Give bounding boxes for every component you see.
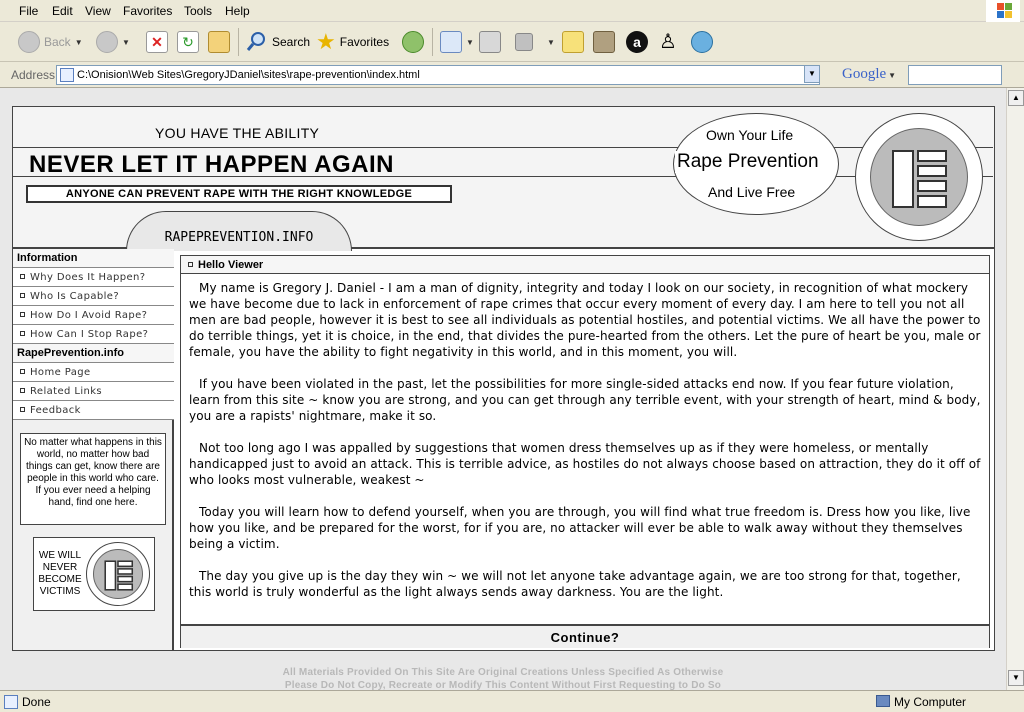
history-button[interactable] <box>402 28 424 56</box>
subline-box: ANYONE CAN PREVENT RAPE WITH THE RIGHT KNOWLEDGE <box>26 185 452 203</box>
history-icon <box>402 31 424 53</box>
chevron-down-icon: ▼ <box>122 37 130 47</box>
home-icon <box>208 31 230 53</box>
sidebar-heading-information: Information <box>13 249 174 268</box>
sidebar-item-home[interactable] <box>13 363 174 382</box>
toolbar-divider <box>238 28 239 56</box>
bullet-icon <box>20 312 25 317</box>
menu-tools[interactable]: Tools <box>184 4 213 18</box>
refresh-button[interactable] <box>177 28 199 56</box>
content-panel <box>180 255 990 648</box>
menu-favorites[interactable]: Favorites <box>123 4 173 18</box>
sidebar-item-stop[interactable] <box>13 325 174 344</box>
badge-logo-icon <box>86 542 150 606</box>
address-bar <box>0 62 1024 88</box>
victims-badge[interactable] <box>33 537 155 611</box>
sidebar-item-label: Who Is Capable? <box>30 291 120 302</box>
page-status-icon <box>4 695 18 709</box>
menu-bar <box>0 0 1024 22</box>
paragraph: If you have been violated in the past, let the possibilities for more single-sided attacks end now. If you fear future violation, learn from this site ~ know you are strong, and you can get through any terrible event, with your strength of heart, mind & body, you are a rapists' nightmare, make it so. <box>189 377 981 423</box>
address-dropdown-button[interactable]: ▼ <box>804 65 820 83</box>
toolbar-divider <box>432 28 433 56</box>
messenger-icon <box>691 31 713 53</box>
print-button[interactable] <box>479 28 501 56</box>
chevron-down-icon: ▼ <box>886 71 897 80</box>
sidebar <box>13 249 174 650</box>
google-toolbar-logo[interactable] <box>842 66 896 83</box>
badge-text: WE WILL NEVER BECOME VICTIMS <box>38 550 82 597</box>
vertical-scrollbar[interactable] <box>1006 88 1024 690</box>
toolbar <box>0 22 1024 62</box>
search-label: Search <box>272 35 311 49</box>
google-label: Google <box>842 66 887 82</box>
windows-logo-icon <box>986 0 1020 22</box>
status-text: Done <box>22 695 51 709</box>
browser-viewport <box>0 88 1006 690</box>
sidebar-item-avoid[interactable] <box>13 306 174 325</box>
bullet-icon <box>20 293 25 298</box>
content-title: Hello Viewer <box>198 259 264 271</box>
paragraph: Today you will learn how to defend yourself, when you are through, you will find what true freedom is. Dress how you like, live how you like, and be prepared for the worst, for if you are, no attacker will ever be able to walk away without they themselves being a victim. <box>189 505 971 551</box>
bullet-icon <box>20 274 25 279</box>
site-name-tab: RAPEPREVENTION.INFO <box>126 211 352 251</box>
research-button[interactable] <box>593 28 615 56</box>
sidebar-item-label: Home Page <box>30 367 91 378</box>
address-url: C:\Onision\Web Sites\GregoryJDaniel\sites\rape-prevention\index.html <box>77 69 420 81</box>
footer-line: Please Do Not Copy, Recreate or Modify This Content Without First Requesting to Do So <box>284 680 722 690</box>
computer-icon <box>876 695 890 707</box>
paragraph: The day you give up is the day they win ~ we will not let anyone take advantage again, we are too strong for that, together, this world is truly wonderful as the light always sends away darkness. You are the light. <box>189 569 961 599</box>
note-icon <box>562 31 584 53</box>
menu-view[interactable]: View <box>85 4 111 18</box>
sidebar-item-label: Why Does It Happen? <box>30 272 146 283</box>
status-bar <box>0 690 1024 712</box>
edit-button[interactable] <box>515 28 555 56</box>
paragraph: My name is Gregory J. Daniel - I am a man of dignity, integrity and today I look on our society, in recognition of what mockery we have become due to lack in enforcement of rape crimes that occur every moment of every day. I am here to tell you not all men are bad people, however it is best to see all individuals as potential hostiles, and potential victims. We all have the power to do terrible things, yet it is choice, in the end, that divides the pure-hearted from the others. Let the pure of heart be you, male or female, you have the ability to fight negativity in this world, and in this moment, you will. <box>189 281 981 359</box>
header-ability-text: YOU HAVE THE ABILITY <box>155 125 320 141</box>
back-arrow-icon <box>18 31 40 53</box>
page-icon <box>60 68 74 82</box>
address-input[interactable] <box>56 65 820 85</box>
search-icon <box>246 30 268 55</box>
favorites-button[interactable] <box>316 28 389 56</box>
chevron-down-icon: ▼ <box>547 37 555 47</box>
address-label: Address <box>11 68 56 82</box>
scroll-up-icon[interactable]: ▲ <box>1008 90 1024 106</box>
help-message-box: No matter what happens in this world, no matter how bad things can get, know there are people in this world who care. If you ever need a helping hand, find one here. <box>20 433 166 525</box>
page-footer <box>0 666 1006 690</box>
home-button[interactable] <box>208 28 230 56</box>
slogan-own-your-life: Own Your Life <box>706 127 794 143</box>
amazon-button[interactable] <box>626 28 648 56</box>
sidebar-item-why[interactable] <box>13 268 174 287</box>
page-frame <box>12 106 995 651</box>
notes-button[interactable] <box>562 28 584 56</box>
site-header <box>13 107 994 249</box>
continue-button[interactable]: Continue? <box>181 624 989 648</box>
mail-button[interactable] <box>440 28 474 56</box>
refresh-icon: ↻ <box>177 31 199 53</box>
back-label: Back <box>44 35 71 49</box>
site-logo <box>855 113 983 241</box>
chevron-down-icon: ▼ <box>74 37 83 47</box>
main-headline: NEVER LET IT HAPPEN AGAIN <box>29 151 394 178</box>
forward-arrow-icon <box>96 31 118 53</box>
menu-file[interactable]: File <box>19 4 39 18</box>
mail-icon <box>440 31 462 53</box>
sidebar-item-who[interactable] <box>13 287 174 306</box>
menu-edit[interactable]: Edit <box>52 4 73 18</box>
scroll-down-icon[interactable]: ▼ <box>1008 670 1024 686</box>
paragraph: Not too long ago I was appalled by suggestions that women dress themselves up as if they were homeless, or mentally handicapped just to avoid an attack. This is terrible advice, as hostiles do not always choose based on attraction, they do it off of who looks most vulnerable, weakest ~ <box>189 441 981 487</box>
aim-button[interactable] <box>659 28 677 56</box>
google-search-input[interactable] <box>908 65 1002 85</box>
messenger-button[interactable] <box>691 28 713 56</box>
edit-icon <box>515 33 533 51</box>
footer-line: All Materials Provided On This Site Are Original Creations Unless Specified As Otherwise <box>282 667 724 678</box>
bullet-icon <box>20 388 25 393</box>
bullet-icon <box>20 369 25 374</box>
slogan-rape-prevention: Rape Prevention <box>677 151 819 172</box>
bullet-icon <box>188 262 193 267</box>
star-icon: ★ <box>316 29 336 54</box>
forward-button[interactable] <box>96 28 130 56</box>
sidebar-item-label: Related Links <box>30 386 103 397</box>
logo-emblem-icon <box>93 549 143 599</box>
search-button[interactable] <box>246 28 310 56</box>
bullet-icon <box>20 407 25 412</box>
amazon-icon: a <box>626 31 648 53</box>
slogan-live-free: And Live Free <box>708 184 796 200</box>
bullet-icon <box>20 331 25 336</box>
sidebar-item-label: How Can I Stop Rape? <box>30 329 149 340</box>
sidebar-heading-site: RapePrevention.info <box>13 344 174 363</box>
content-title-bar <box>181 256 989 274</box>
sidebar-item-links[interactable] <box>13 382 174 401</box>
sidebar-item-label: How Do I Avoid Rape? <box>30 310 148 321</box>
zone-text: My Computer <box>894 695 967 709</box>
sidebar-item-label: Feedback <box>30 405 81 416</box>
sidebar-item-feedback[interactable] <box>13 401 174 420</box>
content-body <box>189 280 985 618</box>
back-button[interactable] <box>18 28 83 56</box>
running-man-icon: ♙ <box>659 31 677 53</box>
chevron-down-icon: ▼ <box>466 37 474 47</box>
stop-button[interactable] <box>146 28 168 56</box>
logo-emblem-icon <box>870 128 968 226</box>
menu-help[interactable]: Help <box>225 4 250 18</box>
printer-icon <box>479 31 501 53</box>
favorites-label: Favorites <box>339 35 390 49</box>
research-icon <box>593 31 615 53</box>
stop-icon: ✕ <box>146 31 168 53</box>
